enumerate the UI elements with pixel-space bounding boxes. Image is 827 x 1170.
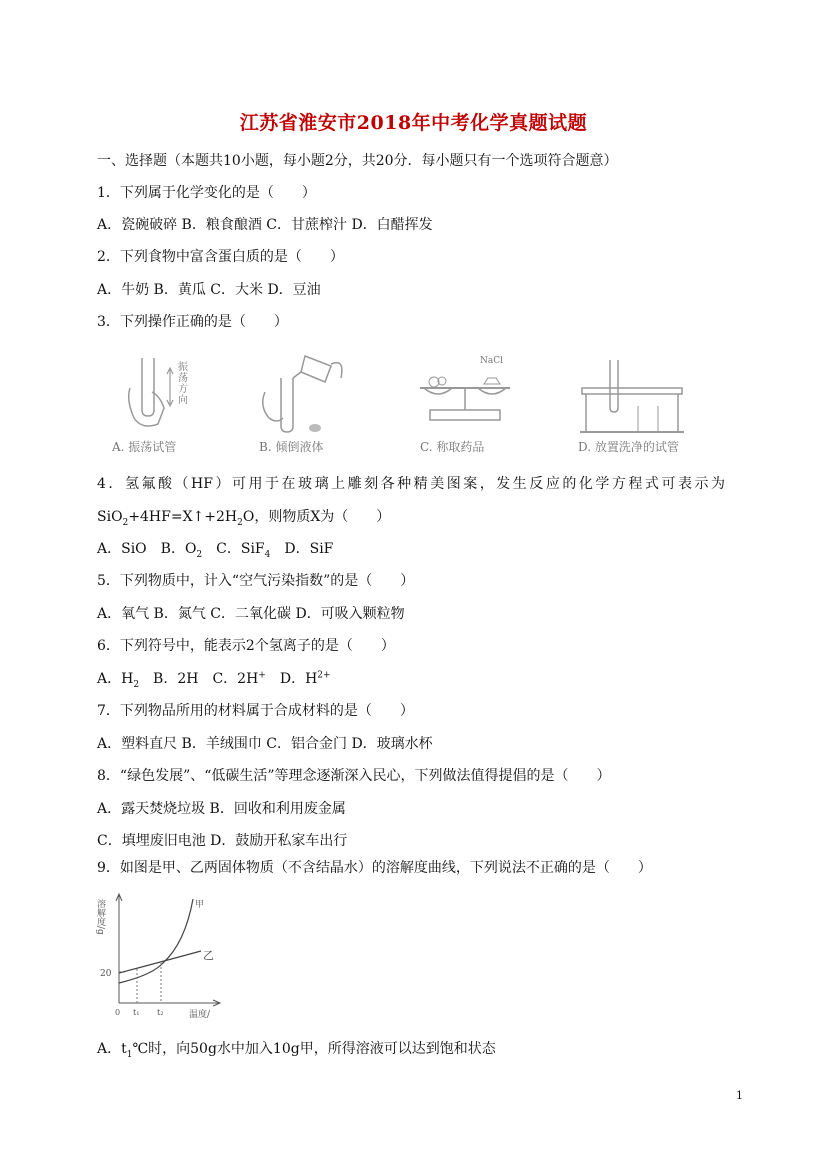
q7-stem: 7．下列物品所用的材料属于合成材料的是（ ）: [97, 703, 414, 719]
q2-options: A．牛奶 B．黄瓜 C．大米 D．豆油: [97, 282, 321, 298]
shake-direction-label: 振荡方向: [178, 362, 188, 406]
nacl-label: NaCl: [480, 356, 504, 366]
figure-weigh-chemical: [410, 348, 520, 458]
figure-shake-test-tube: [112, 348, 212, 458]
caption-c: C. 称取药品: [420, 440, 485, 454]
solubility-chart: [97, 885, 227, 1020]
pouring-bottle-icon: [245, 348, 355, 438]
curve-label-yi: 乙: [203, 949, 214, 962]
q8-options-1: A．露天焚烧垃圾 B．回收和利用废金属: [97, 801, 346, 817]
figure-place-test-tube: [570, 348, 700, 458]
caption-a: A. 振荡试管: [112, 440, 177, 454]
q6-options: A．$H_2$ B．2H C．2H+ D．$H^{2+}$: [97, 670, 331, 690]
caption-d: D. 放置洗净的试管: [578, 440, 679, 454]
curve-label-jia: 甲: [195, 900, 205, 910]
caption-b: B. 倾倒液体: [259, 440, 324, 454]
y-axis-label: 溶解度/g: [95, 899, 105, 935]
q8-stem: 8．“绿色发展”、“低碳生活”等理念逐渐深入民心，下列做法值得提倡的是（ ）: [97, 768, 611, 784]
q3-stem: 3．下列操作正确的是（ ）: [97, 314, 288, 330]
q9-option-a: A．$t_1℃$时，向50g水中加入10g甲，所得溶液可以达到饱和状态: [97, 1041, 496, 1060]
x-tick-t2: t₂: [157, 1008, 164, 1017]
solubility-curve-graph: [97, 885, 227, 1020]
q5-stem: 5．下列物质中，计入“空气污染指数”的是（ ）: [97, 573, 415, 589]
q1-stem: 1．下列属于化学变化的是（ ）: [97, 185, 316, 201]
section-heading: 一、选择题（本题共10小题，每小题2分，共20分．每小题只有一个选项符合题意）: [97, 153, 618, 169]
page-number: 1: [736, 1089, 743, 1102]
q2-stem: 2．下列食物中富含蛋白质的是（ ）: [97, 249, 344, 265]
q3-figures: [100, 348, 720, 458]
q7-options: A．塑料直尺 B．羊绒围巾 C．铝合金门 D．玻璃水杯: [97, 736, 433, 752]
y-tick-20: 20: [100, 969, 112, 979]
x-axis-label: 温度/: [189, 1010, 211, 1020]
q9-stem: 9．如图是甲、乙两固体物质（不含结晶水）的溶解度曲线，下列说法不正确的是（ ）: [97, 860, 652, 876]
page-title: 江苏省淮安市2018年中考化学真题试题: [239, 112, 588, 134]
q4-stem: 4．氢氟酸（HF）可用于在玻璃上雕刻各种精美图案，发生反应的化学方程式可表示为: [97, 476, 725, 492]
balance-scale-icon: [410, 348, 520, 438]
q8-options-2: C．填埋废旧电池 D．鼓励开私家车出行: [97, 833, 348, 849]
q5-options: A．氧气 B．氮气 C．二氧化碳 D．可吸入颗粒物: [97, 606, 405, 622]
q6-stem: 6．下列符号中，能表示2个氢离子的是（ ）: [97, 638, 395, 654]
q4-equation: $SiO_2+4HF=X↑+2H_2O$，则物质X为（ ）: [97, 509, 391, 528]
x-tick-t1: t₁: [133, 1008, 140, 1017]
x-tick-0: 0: [115, 1008, 121, 1017]
hand-test-tube-icon: [112, 348, 212, 438]
q1-options: A．瓷碗破碎 B．粮食酿酒 C．甘蔗榨汁 D．白醋挥发: [97, 217, 433, 233]
figure-pour-liquid: [245, 348, 355, 458]
curve-yi: [119, 951, 201, 973]
test-tube-rack-icon: [570, 348, 700, 438]
q4-options: A．SiO B．$O_2$ C．SiF$_4$ D．SiF: [97, 541, 334, 560]
